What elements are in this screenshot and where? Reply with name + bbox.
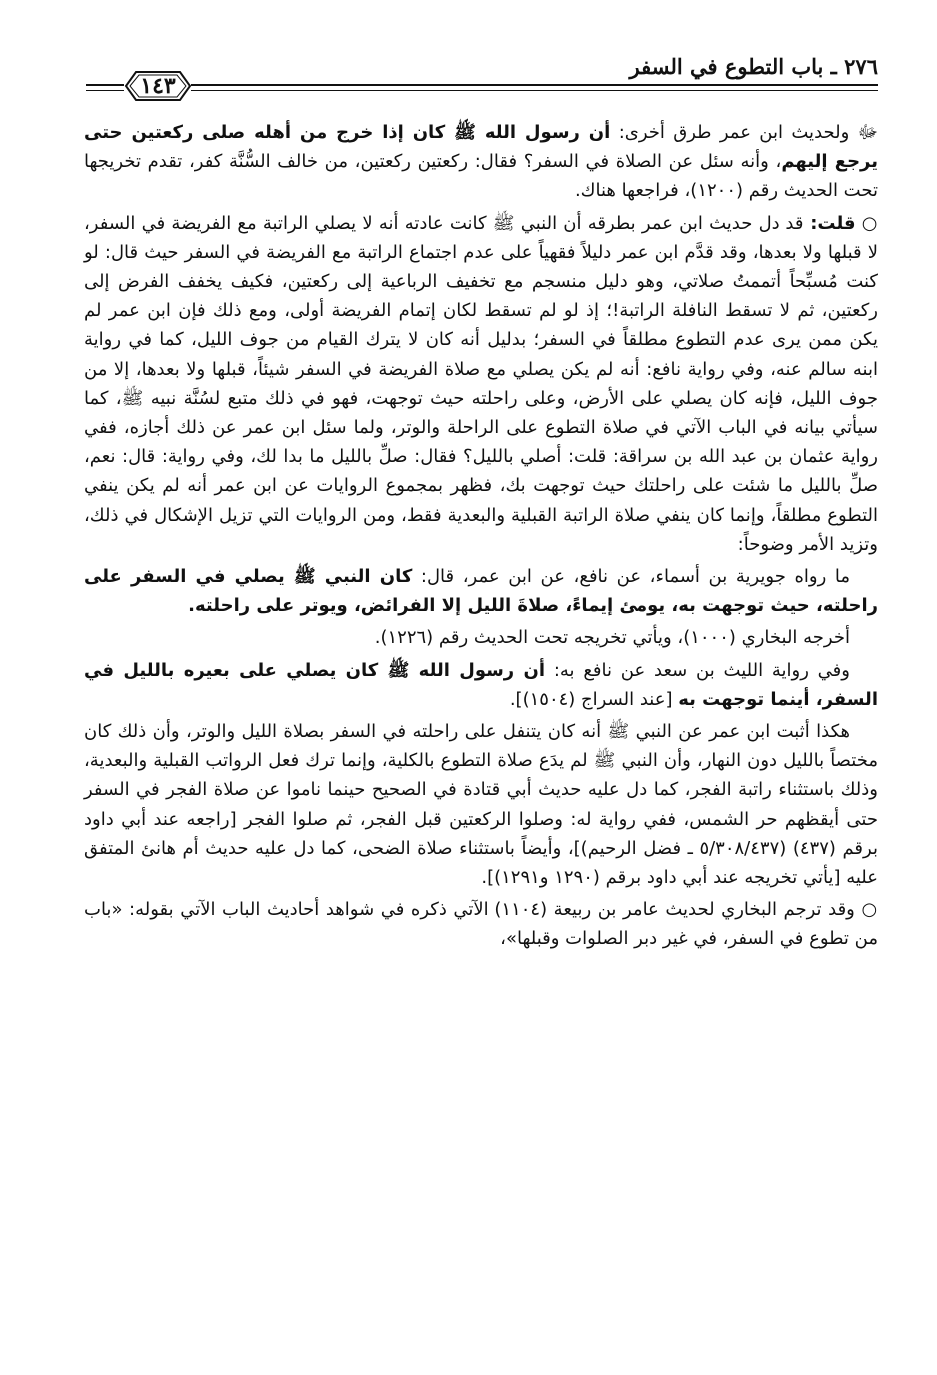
paragraph-text: ○ وقد ترجم البخاري لحديث عامر بن ربيعة (١١٠٤) الآتي ذكره في شواهد أحاديث الباب الآتي بقوله: «باب من تطوع في السفر، في غير دبر الصلوات وقبلها»، — [84, 899, 878, 950]
paragraph-text: ○ — [855, 212, 878, 234]
header-rule-thin — [191, 90, 878, 91]
paragraph — [84, 623, 878, 652]
running-title: ٢٧٦ ـ باب التطوع في السفر — [629, 54, 878, 79]
header-left-rule-thin — [86, 90, 124, 91]
hadith-text: أن رسول الله ﷺ كان إذا خرج من أهله صلى ركعتين حتى يرجع إليهم — [84, 122, 878, 173]
page-header — [86, 40, 878, 100]
page-number-badge — [120, 66, 196, 106]
paragraph — [84, 562, 878, 620]
paragraph-text: وفي رواية الليث بن سعد عن نافع به: — [545, 659, 850, 681]
paragraph-text: [عند السراج (١٥٠٤)]. — [509, 688, 679, 710]
paragraph-text: ﷻ ولحديث ابن عمر طرق أخرى: — [610, 122, 878, 143]
paragraph-text: قد دل حديث ابن عمر بطرقه أن النبي ﷺ كانت عادته أنه لا يصلي الراتبة مع الفريضة في السفر، لا قبلها ولا بعدها، وقد قدَّم ابن عمر دليلاً فقهياً على عدم اجتماع الراتبة مع الفريضة في السفر حيث قال: لو كنت مُسبِّحاً أتممتُ صلاتي، وهو دليل منسجم مع تخفيف الرباعية إلى ركعتين، فكيف يخفف الفرض إلى ركعتين، ثم لا تسقط النافلة الراتبة!؛ إذ لو لم تسقط لكان إتمام الفريضة أولى، ومع ذلك فإن ابن عمر لم يكن ممن يرى عدم التطوع مطلقاً في السفر؛ بدليل أنه كان لا يترك القيام من جوف الليل، كما في رواية ابنه سالم عنه، وفي رواية نافع: أنه لم يكن يصلي مع صلاة الفريضة في السفر شيئاً، قبلها ولا بعدها، إلا من جوف الليل، فإنه كان يصلي على الأرض، وعلى راحلته حيث توجهت، فهو في ذلك متبع لسُنَّة نبيه ﷺ، كما سيأتي بيانه في الباب الآتي في صلاة التطوع على الراحلة والوتر، ولما سئل ابن عمر عن ذلك أجازه، ففي رواية عثمان بن عبد الله بن سراقة: قلت: أصلي بالليل؟ فقال: صلِّ بالليل ما بدا لك، وفي رواية: قال: نعم، صلِّ بالليل ما شئت على راحلتك حيث توجهت بك، فظهر بمجموع الروايات عن ابن عمر أنه لم يكن ينفي التطوع مطلقاً، وإنما كان ينفي صلاة الراتبة القبلية والبعدية فقط، ومن الروايات التي تزيل الإشكال في ذلك، وتزيد الأمر وضوحاً: — [84, 212, 878, 555]
header-left-rule — [86, 84, 124, 86]
paragraph — [84, 209, 878, 559]
paragraph-text: هكذا أثبت ابن عمر عن النبي ﷺ أنه كان يتنفل على راحلته في السفر بصلاة الليل والوتر، وأن ذلك كان مختصاً بالليل دون النهار، وأن النبي ﷺ لم يدَع صلاة التطوع بالكلية، وإنما ترك فعل الرواتب القبلية والبعدية، وذلك باستثناء راتبة الفجر، كما دل عليه حديث أبي قتادة في الصحيح حينما ناموا عن صلاة الفجر في السفر حتى أيقظهم حر الشمس، ففي رواية له: وصلوا الركعتين قبل الفجر، ثم صلوا الفجر [راجعه عند أبي داود برقم (٤٣٧) (٥/٣٠٨/٤٣٧ ـ فضل الرحيم)]، وأيضاً باستثناء صلاة الضحى، كما دل عليه حديث أم هانئ المتفق عليه [يأتي تخريجه عند أبي داود برقم (١٢٩٠ و١٢٩١)]. — [84, 721, 878, 889]
paragraph — [84, 717, 878, 892]
page-number: ١٤٣ — [140, 73, 176, 99]
hadith-text: كان النبي ﷺ يصلي في السفر على راحلته، حيث توجهت به، يومئ إيماءً، صلاةَ الليل إلا الفرائض، ويوتر على راحلته. — [84, 566, 878, 617]
paragraph-text: ، وأنه سئل عن الصلاة في السفر؟ فقال: ركعتين ركعتين، من خالف السُّنَّة كفر، تقدم تخريجها تحت الحديث رقم (١٢٠٠)، فراجعها هناك. — [84, 151, 878, 202]
hadith-text: أن رسول الله ﷺ كان يصلي على بعيره بالليل في السفر، أينما توجهت به — [84, 659, 878, 710]
paragraph-text: ما رواه جويرية بن أسماء، عن نافع، عن ابن عمر، قال: — [412, 566, 850, 588]
paragraph — [84, 895, 878, 953]
hadith-text: قلت: — [803, 212, 856, 234]
body-text — [84, 118, 878, 957]
paragraph — [84, 656, 878, 714]
header-rule — [191, 84, 878, 86]
paragraph — [84, 118, 878, 206]
paragraph-text: أخرجه البخاري (١٠٠٠)، ويأتي تخريجه تحت الحديث رقم (١٢٢٦). — [374, 627, 850, 649]
